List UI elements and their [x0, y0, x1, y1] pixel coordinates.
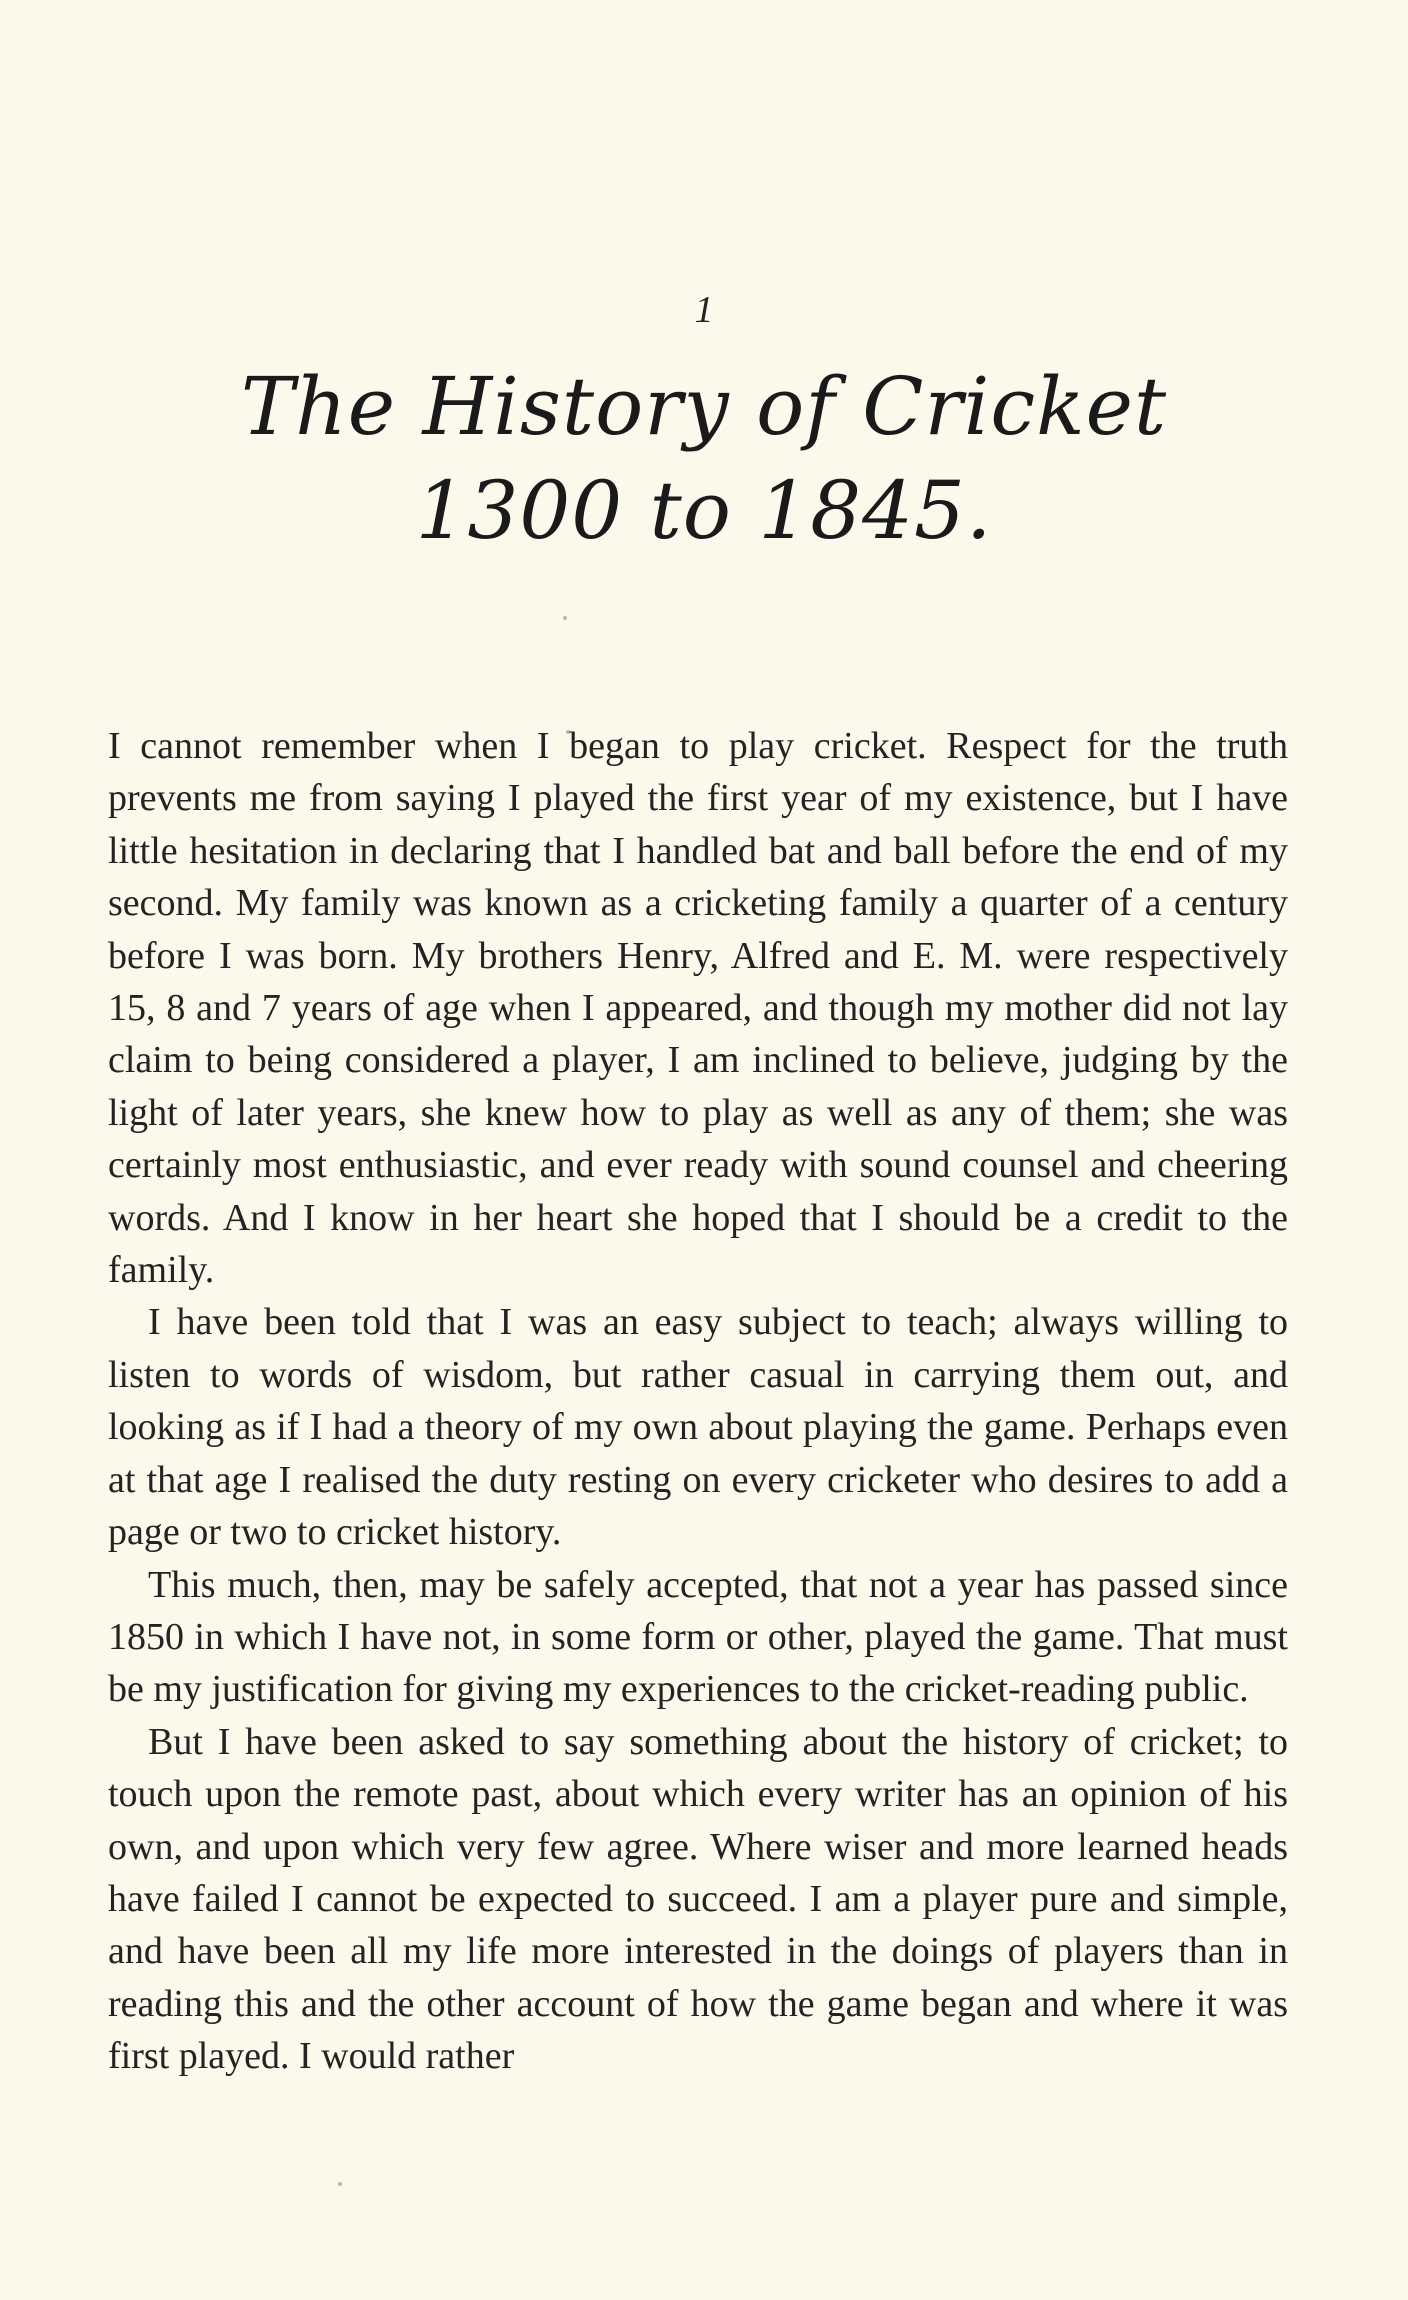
chapter-title-line-1: The History of Cricket [240, 360, 1168, 453]
chapter-number: 1 [694, 289, 714, 331]
chapter-title-line-2: 1300 to 1845. [415, 464, 993, 557]
body-text [108, 720, 1288, 2083]
paragraph: I have been told that I was an easy subject to teach; always willing to listen to words of wisdom, but rather casual in carrying them out, and looking as if I had a theory of my own about playing the game. Perhaps even at that age I realised the duty resting on every cricketer who desires to add a page or two to cricket history. [108, 1301, 1288, 1554]
paragraph: This much, then, may be safely accepted, that not a year has passed since 1850 in which I have not, in some form or other, played the game. That must be my justification for giving my experiences to the cricket-reading public. [108, 1563, 1288, 1711]
chapter-title [0, 355, 1408, 563]
paragraph: I cannot remember when I began to play cricket. Respect for the truth prevents me from saying I played the first year of my existence, but I have little hesitation in declaring that I handled bat and ball before the end of my second. My family was known as a cricketing family a quarter of a century before I was born. My brothers Henry, Alfred and E. M. were respectively 15, 8 and 7 years of age when I appeared, and though my mother did not lay claim to being considered a player, I am inclined to believe, judging by the light of later years, she knew how to play as well as any of them; she was certainly most enthusiastic, and ever ready with sound counsel and cheering words. And I know in her heart she hoped that I should be a credit to the family. [108, 725, 1288, 1292]
paper-speck [563, 616, 567, 620]
paper-speck [338, 2182, 342, 2186]
paragraph: But I have been asked to say something about the history of cricket; to touch upon the remote past, about which every writer has an opinion of his own, and upon which very few agree. Where wiser and more learned heads have failed I cannot be expected to succeed. I am a player pure and simple, and have been all my life more interested in the doings of players than in reading this and the other account of how the game began and where it was first played. I would rather [108, 1720, 1288, 2078]
